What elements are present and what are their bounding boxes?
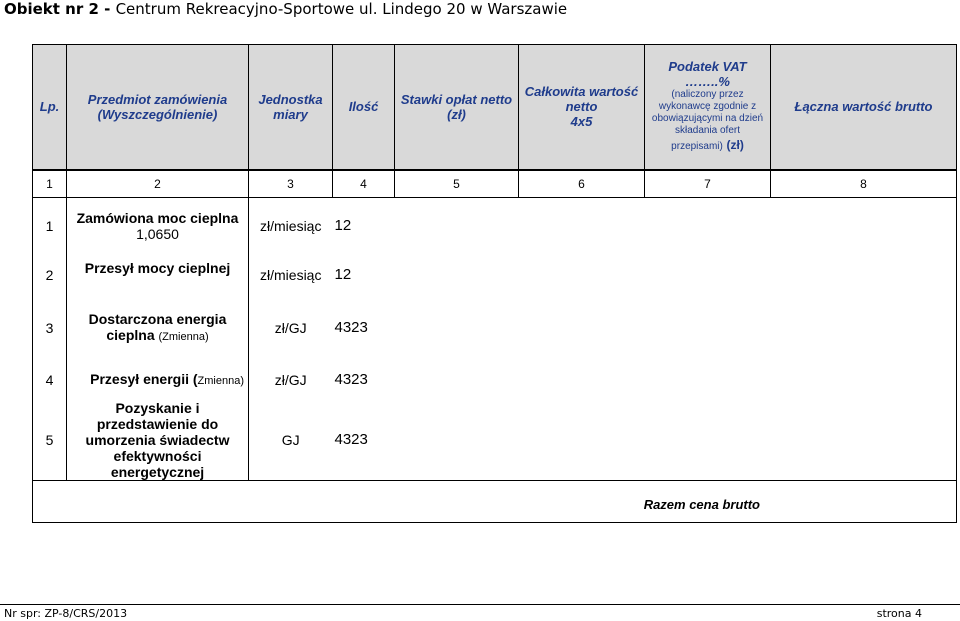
row-qty: 4323 <box>334 319 368 336</box>
header-calkowita-formula: 4x5 <box>570 114 593 130</box>
row-name <box>67 360 249 400</box>
row-name-extra: Zmienna) <box>197 374 244 387</box>
row-net <box>519 360 645 400</box>
header-calkowita <box>519 45 645 170</box>
row-name <box>67 296 249 360</box>
row-gross <box>771 254 957 296</box>
row-qty: 4323 <box>333 400 395 481</box>
row-gross <box>771 400 957 481</box>
total-label: Razem cena brutto <box>33 480 957 522</box>
row-name-main: Zamówiona moc cieplna <box>76 209 239 226</box>
footer-page-number: strona 4 <box>876 607 922 620</box>
column-number: 3 <box>249 170 333 198</box>
header-vat-title: Podatek VAT <box>668 59 747 75</box>
row-name-extra: 1,0650 <box>136 225 179 242</box>
row-net <box>519 296 645 360</box>
header-vat <box>645 45 771 170</box>
row-rate <box>395 360 519 400</box>
header-stawki-sub: (zł) <box>447 106 466 122</box>
footer-reference: Nr spr: ZP-8/CRS/2013 <box>4 607 128 620</box>
table-row <box>33 296 957 360</box>
row-gross <box>771 296 957 360</box>
header-jednostka <box>249 45 333 170</box>
row-name <box>67 198 249 254</box>
row-name-main: Pozyskanie i przedstawienie do umorzenia świadectw efektywności energetycznej <box>85 399 230 480</box>
row-name-main: Przesył energii ( <box>90 370 198 387</box>
header-lp: Lp. <box>33 45 67 170</box>
column-number: 1 <box>33 170 67 198</box>
row-name <box>67 400 249 481</box>
title-lead: Obiekt nr 2 - <box>4 0 116 18</box>
header-przedmiot-label: Przedmiot zamówienia <box>87 91 228 107</box>
row-unit: zł/GJ <box>274 371 307 388</box>
row-vat <box>645 296 771 360</box>
document-title <box>4 0 567 18</box>
row-name-main: Dostarczona energia cieplna <box>88 310 227 343</box>
header-vat-unit: (zł) <box>726 138 744 153</box>
row-rate <box>395 254 519 296</box>
title-location: Centrum Rekreacyjno-Sportowe ul. Lindego 20 w Warszawie <box>115 0 568 18</box>
row-lp: 2 <box>33 254 67 296</box>
row-name-main: Przesył mocy cieplnej <box>84 259 231 276</box>
column-number: 8 <box>771 170 957 198</box>
row-vat <box>645 198 771 254</box>
price-table <box>32 44 957 523</box>
row-unit: zł/miesiąc <box>260 217 322 234</box>
header-vat-pct: ……..% <box>685 74 730 90</box>
row-unit: GJ <box>249 400 333 481</box>
row-vat <box>645 254 771 296</box>
total-row <box>33 480 957 522</box>
column-number: 2 <box>67 170 249 198</box>
header-przedmiot-sub: (Wyszczególnienie) <box>97 106 218 122</box>
table-row <box>33 360 957 400</box>
row-net <box>519 198 645 254</box>
row-lp: 1 <box>33 198 67 254</box>
column-number: 4 <box>333 170 395 198</box>
table-row <box>33 254 957 296</box>
table-row <box>33 198 957 254</box>
header-jednostka-sub: miary <box>273 106 308 122</box>
row-name <box>67 254 249 296</box>
row-name-extra: (Zmienna) <box>158 330 209 343</box>
row-lp: 4 <box>33 360 67 400</box>
row-net <box>519 254 645 296</box>
header-stawki <box>395 45 519 170</box>
header-laczna: Łączna wartość brutto <box>771 45 957 170</box>
column-number: 5 <box>395 170 519 198</box>
row-gross <box>771 360 957 400</box>
header-stawki-label: Stawki opłat netto <box>400 91 513 107</box>
footer-divider <box>0 604 960 605</box>
header-jednostka-label: Jednostka <box>258 91 323 107</box>
row-qty: 4323 <box>334 371 368 388</box>
header-ilosc: Ilość <box>333 45 395 170</box>
row-gross <box>771 198 957 254</box>
row-rate <box>395 296 519 360</box>
header-calkowita-label: Całkowita wartość <box>524 84 639 100</box>
row-unit: zł/GJ <box>274 319 307 336</box>
column-number: 6 <box>519 170 645 198</box>
row-lp: 3 <box>33 296 67 360</box>
row-unit: zł/miesiąc <box>260 266 322 283</box>
header-row <box>33 45 957 170</box>
header-przedmiot <box>67 45 249 170</box>
row-qty: 12 <box>334 217 352 235</box>
row-vat <box>645 400 771 481</box>
row-rate <box>395 198 519 254</box>
header-vat-note-tail: przepisami) <box>671 141 723 153</box>
row-qty: 12 <box>334 266 352 283</box>
column-number: 7 <box>645 170 771 198</box>
header-calkowita-sub: netto <box>565 99 598 115</box>
header-vat-note: (naliczony przez wykonawcę zgodnie z obowiązującymi na dzień składania ofert <box>651 89 764 137</box>
row-rate <box>395 400 519 481</box>
column-number-row <box>33 170 957 198</box>
row-net <box>519 400 645 481</box>
row-vat <box>645 360 771 400</box>
row-lp: 5 <box>33 400 67 481</box>
table-row <box>33 400 957 481</box>
